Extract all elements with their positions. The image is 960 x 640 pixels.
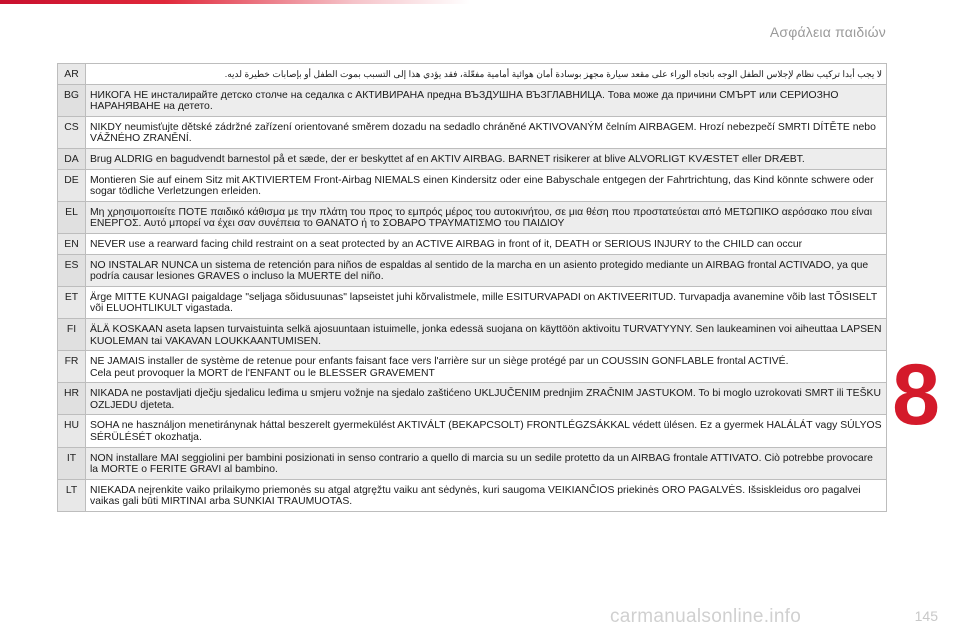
- warning-text: Ärge MITTE KUNAGI paigaldage "seljaga sõidusuunas" lapseistet juhi kõrvalistmele, mille ESITURVAPADI on AKTIVEERITUD. Turvapadja avanemine võib last TÕSISELT või ELUOHTLIKULT vigastada.: [86, 286, 887, 318]
- warning-text: НИКОГА НЕ инсталирайте детско столче на седалка с АКТИВИРАНА предна ВЪЗДУШНА ВЪЗГЛАВНИЦА. Това може да причини СМЪРТ или СЕРИОЗНО НАРАНЯВАНЕ на детето.: [86, 84, 887, 116]
- language-code: EL: [58, 201, 86, 233]
- chapter-number: 8: [892, 347, 940, 443]
- warning-text: Μη χρησιμοποιείτε ΠΟΤΕ παιδικό κάθισμα με την πλάτη του προς το εμπρός μέρος του αυτοκινήτου, σε μια θέση που προστατεύεται από ΜΕΤΩΠΙΚΟ αερόσακο που είναι ΕΝΕΡΓΟΣ. Αυτό μπορεί να έχει σαν συνέπεια το ΘΑΝΑΤΟ ή το ΣΟΒΑΡΟ ΤΡΑΥΜΑΤΙΣΜΟ του ΠΑΙΔΙΟΥ: [86, 201, 887, 233]
- language-code: HU: [58, 415, 86, 447]
- language-code: AR: [58, 64, 86, 85]
- warning-text: لا يجب أبدا تركيب نظام لإجلاس الطفل الوجه باتجاه الوراء على مقعد سيارة مجهز بوسادة أمان هوائية أمامية مفعّلة، فقد يؤدي هذا إلى التسبب بموت الطفل أو بإصابات خطيرة لديه.: [86, 64, 887, 85]
- language-code: CS: [58, 116, 86, 148]
- table-row: [58, 447, 887, 479]
- table-row: [58, 148, 887, 169]
- warning-text: NIKDY neumisťujte dětské zádržné zařízení orientované směrem dozadu na sedadlo chráněné AKTIVOVANÝM čelním AIRBAGEM. Hrozí nebezpečí SMRTI DÍTĚTE nebo VÁŽNÉHO ZRANĚNÍ.: [86, 116, 887, 148]
- language-code: ET: [58, 286, 86, 318]
- language-code: DE: [58, 169, 86, 201]
- table-row: [58, 169, 887, 201]
- language-code: EN: [58, 233, 86, 254]
- warning-text: Brug ALDRIG en bagudvendt barnestol på et sæde, der er beskyttet af en AKTIV AIRBAG. BARNET risikerer at blive ALVORLIGT KVÆSTET eller DRÆBT.: [86, 148, 887, 169]
- warning-text: NON installare MAI seggiolini per bambini posizionati in senso contrario a quello di marcia su un sedile protetto da un AIRBAG frontale ATTIVATO. Ciò potrebbe provocare la MORTE o FERITE GRAVI al bambino.: [86, 447, 887, 479]
- warning-text: Montieren Sie auf einem Sitz mit AKTIVIERTEM Front-Airbag NIEMALS einen Kindersitz oder eine Babyschale entgegen der Fahrtrichtung, das Kind könnte schwere oder sogar tödliche Verletzungen erleiden.: [86, 169, 887, 201]
- watermark: carmanualsonline.info: [610, 606, 802, 627]
- warning-text: NO INSTALAR NUNCA un sistema de retención para niños de espaldas al sentido de la marcha en un asiento protegido mediante un AIRBAG frontal ACTIVADO, ya que podría causar lesiones GRAVES o incluso la MUERTE del niño.: [86, 254, 887, 286]
- language-code: DA: [58, 148, 86, 169]
- warning-text-block: [86, 351, 887, 383]
- page-number: 145: [914, 608, 938, 624]
- warning-text-continued: Cela peut provoquer la MORT de l'ENFANT ou le BLESSER GRAVEMENT: [90, 367, 435, 379]
- table-row: [58, 201, 887, 233]
- airbag-warning-table: [57, 63, 887, 512]
- table-row: [58, 233, 887, 254]
- warning-text: SOHA ne használjon menetiránynak háttal beszerelt gyermekülést AKTIVÁLT (BEKAPCSOLT) FRONTLÉGZSÁKKAL védett ülésen. Ez a gyermek HALÁLÁT vagy SÚLYOS SÉRÜLÉSÉT okozhatja.: [86, 415, 887, 447]
- section-title: Ασφάλεια παιδιών: [769, 24, 886, 40]
- language-code: FR: [58, 351, 86, 383]
- language-code: IT: [58, 447, 86, 479]
- language-code: BG: [58, 84, 86, 116]
- table-row: [58, 116, 887, 148]
- table-row: [58, 415, 887, 447]
- table-row: [58, 84, 887, 116]
- table-row: [58, 318, 887, 350]
- table-row: [58, 254, 887, 286]
- table-row: [58, 64, 887, 85]
- table-row: [58, 479, 887, 511]
- warning-text: ÄLÄ KOSKAAN aseta lapsen turvaistuinta selkä ajosuuntaan istuimelle, jonka edessä suojana on käyttöön aktivoitu TURVATYYNY. Sen laukeaminen voi aiheuttaa LAPSEN KUOLEMAN tai VAKAVAN LOUKKAANTUMISEN.: [86, 318, 887, 350]
- language-code: ES: [58, 254, 86, 286]
- warning-text: NEVER use a rearward facing child restraint on a seat protected by an ACTIVE AIRBAG in front of it, DEATH or SERIOUS INJURY to the CHILD can occur: [86, 233, 887, 254]
- table-row: [58, 383, 887, 415]
- language-code: HR: [58, 383, 86, 415]
- language-code: FI: [58, 318, 86, 350]
- top-accent-bar: [0, 0, 470, 4]
- warning-text: NE JAMAIS installer de système de retenue pour enfants faisant face vers l'arrière sur un siège protégé par un COUSSIN GONFLABLE frontal ACTIVÉ.: [90, 356, 789, 368]
- warning-text: NIKADA ne postavljati dječju sjedalicu leđima u smjeru vožnje na sjedalo zaštićeno UKLJUČENIM prednjim ZRAČNIM JASTUKOM. To bi moglo uzrokovati SMRT ili TEŠKU OZLJEDU djeteta.: [86, 383, 887, 415]
- language-code: LT: [58, 479, 86, 511]
- table-row: [58, 351, 887, 383]
- table-row: [58, 286, 887, 318]
- warning-text: NIEKADA neįrenkite vaiko prilaikymo priemonės su atgal atgręžtu vaiku ant sėdynės, kuri saugoma VEIKIANČIOS priekinės ORO PAGALVĖS. Išsiskleidus oro pagalvei vaikas gali būti MIRTINAI arba SUNKIAI TRAUMUOTAS.: [86, 479, 887, 511]
